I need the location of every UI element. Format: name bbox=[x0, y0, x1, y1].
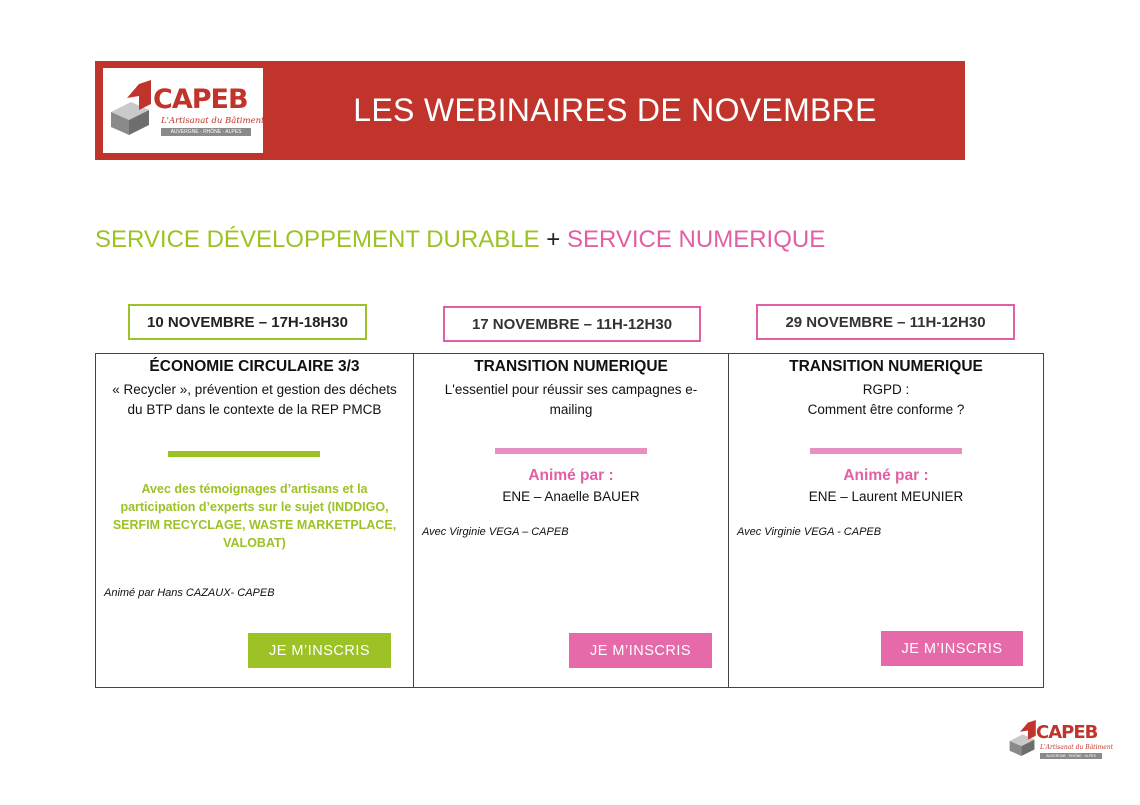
webinar-table bbox=[95, 353, 1044, 688]
webinar-1-date: 10 NOVEMBRE – 17H-18H30 bbox=[128, 304, 367, 340]
footer-logo-word: CAPEB bbox=[1036, 722, 1098, 743]
footer-logo-region: AUVERGNE · RHÔNE · ALPES bbox=[1040, 753, 1102, 759]
logo-word: CAPEB bbox=[153, 84, 248, 115]
webinar-3-description-line1: RGPD : bbox=[862, 382, 910, 397]
webinar-3-card bbox=[728, 354, 1043, 687]
webinar-2-divider bbox=[495, 448, 647, 454]
webinar-3-register-button[interactable]: JE M’INSCRIS bbox=[881, 631, 1023, 666]
webinar-2-host: Avec Virginie VEGA – CAPEB bbox=[422, 526, 569, 538]
webinar-3-description bbox=[743, 380, 1029, 420]
header-banner bbox=[95, 61, 965, 160]
webinar-3-anime-label: Animé par : bbox=[843, 467, 929, 484]
services-subtitle bbox=[95, 226, 825, 254]
webinar-3-divider bbox=[810, 448, 962, 454]
webinar-2-card bbox=[413, 354, 728, 687]
subtitle-digital-service: SERVICE NUMERIQUE bbox=[566, 226, 826, 253]
capeb-cube-icon bbox=[109, 80, 157, 135]
webinar-1-register-button[interactable]: JE M’INSCRIS bbox=[248, 633, 391, 668]
webinar-1-card bbox=[96, 354, 413, 687]
webinar-1-note: Avec des témoignages d’artisans et la participation d’experts sur le sujet (INDDIGO, SERFIM RECYCLAGE, WASTE MARKETPLACE, VALOBAT) bbox=[112, 482, 397, 550]
webinar-2-register-button[interactable]: JE M’INSCRIS bbox=[569, 633, 712, 668]
capeb-logo bbox=[109, 76, 265, 146]
webinar-2-title: TRANSITION NUMERIQUE bbox=[474, 358, 668, 375]
webinar-2-anime-label: Animé par : bbox=[528, 467, 614, 484]
webinar-1-divider bbox=[168, 451, 320, 457]
webinar-2-date: 17 NOVEMBRE – 11H-12H30 bbox=[443, 306, 701, 342]
webinar-2-description: L'essentiel pour réussir ses campagnes e-mailing bbox=[444, 382, 698, 417]
header-logo-box bbox=[103, 68, 263, 153]
webinar-3-description-line2: Comment être conforme ? bbox=[807, 402, 965, 417]
subtitle-sustainable-service: SERVICE DÉVELOPPEMENT DURABLE bbox=[95, 226, 540, 253]
logo-region: AUVERGNE · RHÔNE · ALPES bbox=[161, 128, 251, 136]
footer-logo-tagline: L'Artisanat du Bâtiment bbox=[1040, 744, 1114, 751]
page-title: LES WEBINAIRES DE NOVEMBRE bbox=[353, 92, 877, 128]
webinar-3-host: Avec Virginie VEGA - CAPEB bbox=[737, 526, 882, 538]
webinar-3-title: TRANSITION NUMERIQUE bbox=[789, 358, 983, 375]
webinar-2-speaker: ENE – Anaelle BAUER bbox=[502, 489, 640, 504]
footer-capeb-logo bbox=[1008, 718, 1114, 763]
logo-tagline: L'Artisanat du Bâtiment bbox=[161, 116, 265, 126]
webinar-3-speaker: ENE – Laurent MEUNIER bbox=[808, 489, 964, 504]
subtitle-plus: + bbox=[546, 226, 561, 253]
webinar-1-host: Animé par Hans CAZAUX- CAPEB bbox=[104, 587, 275, 599]
webinar-1-description: « Recycler », prévention et gestion des déchets du BTP dans le contexte de la REP PMCB bbox=[112, 382, 397, 417]
webinar-3-date: 29 NOVEMBRE – 11H-12H30 bbox=[756, 304, 1015, 340]
webinar-1-title: ÉCONOMIE CIRCULAIRE 3/3 bbox=[149, 358, 360, 375]
